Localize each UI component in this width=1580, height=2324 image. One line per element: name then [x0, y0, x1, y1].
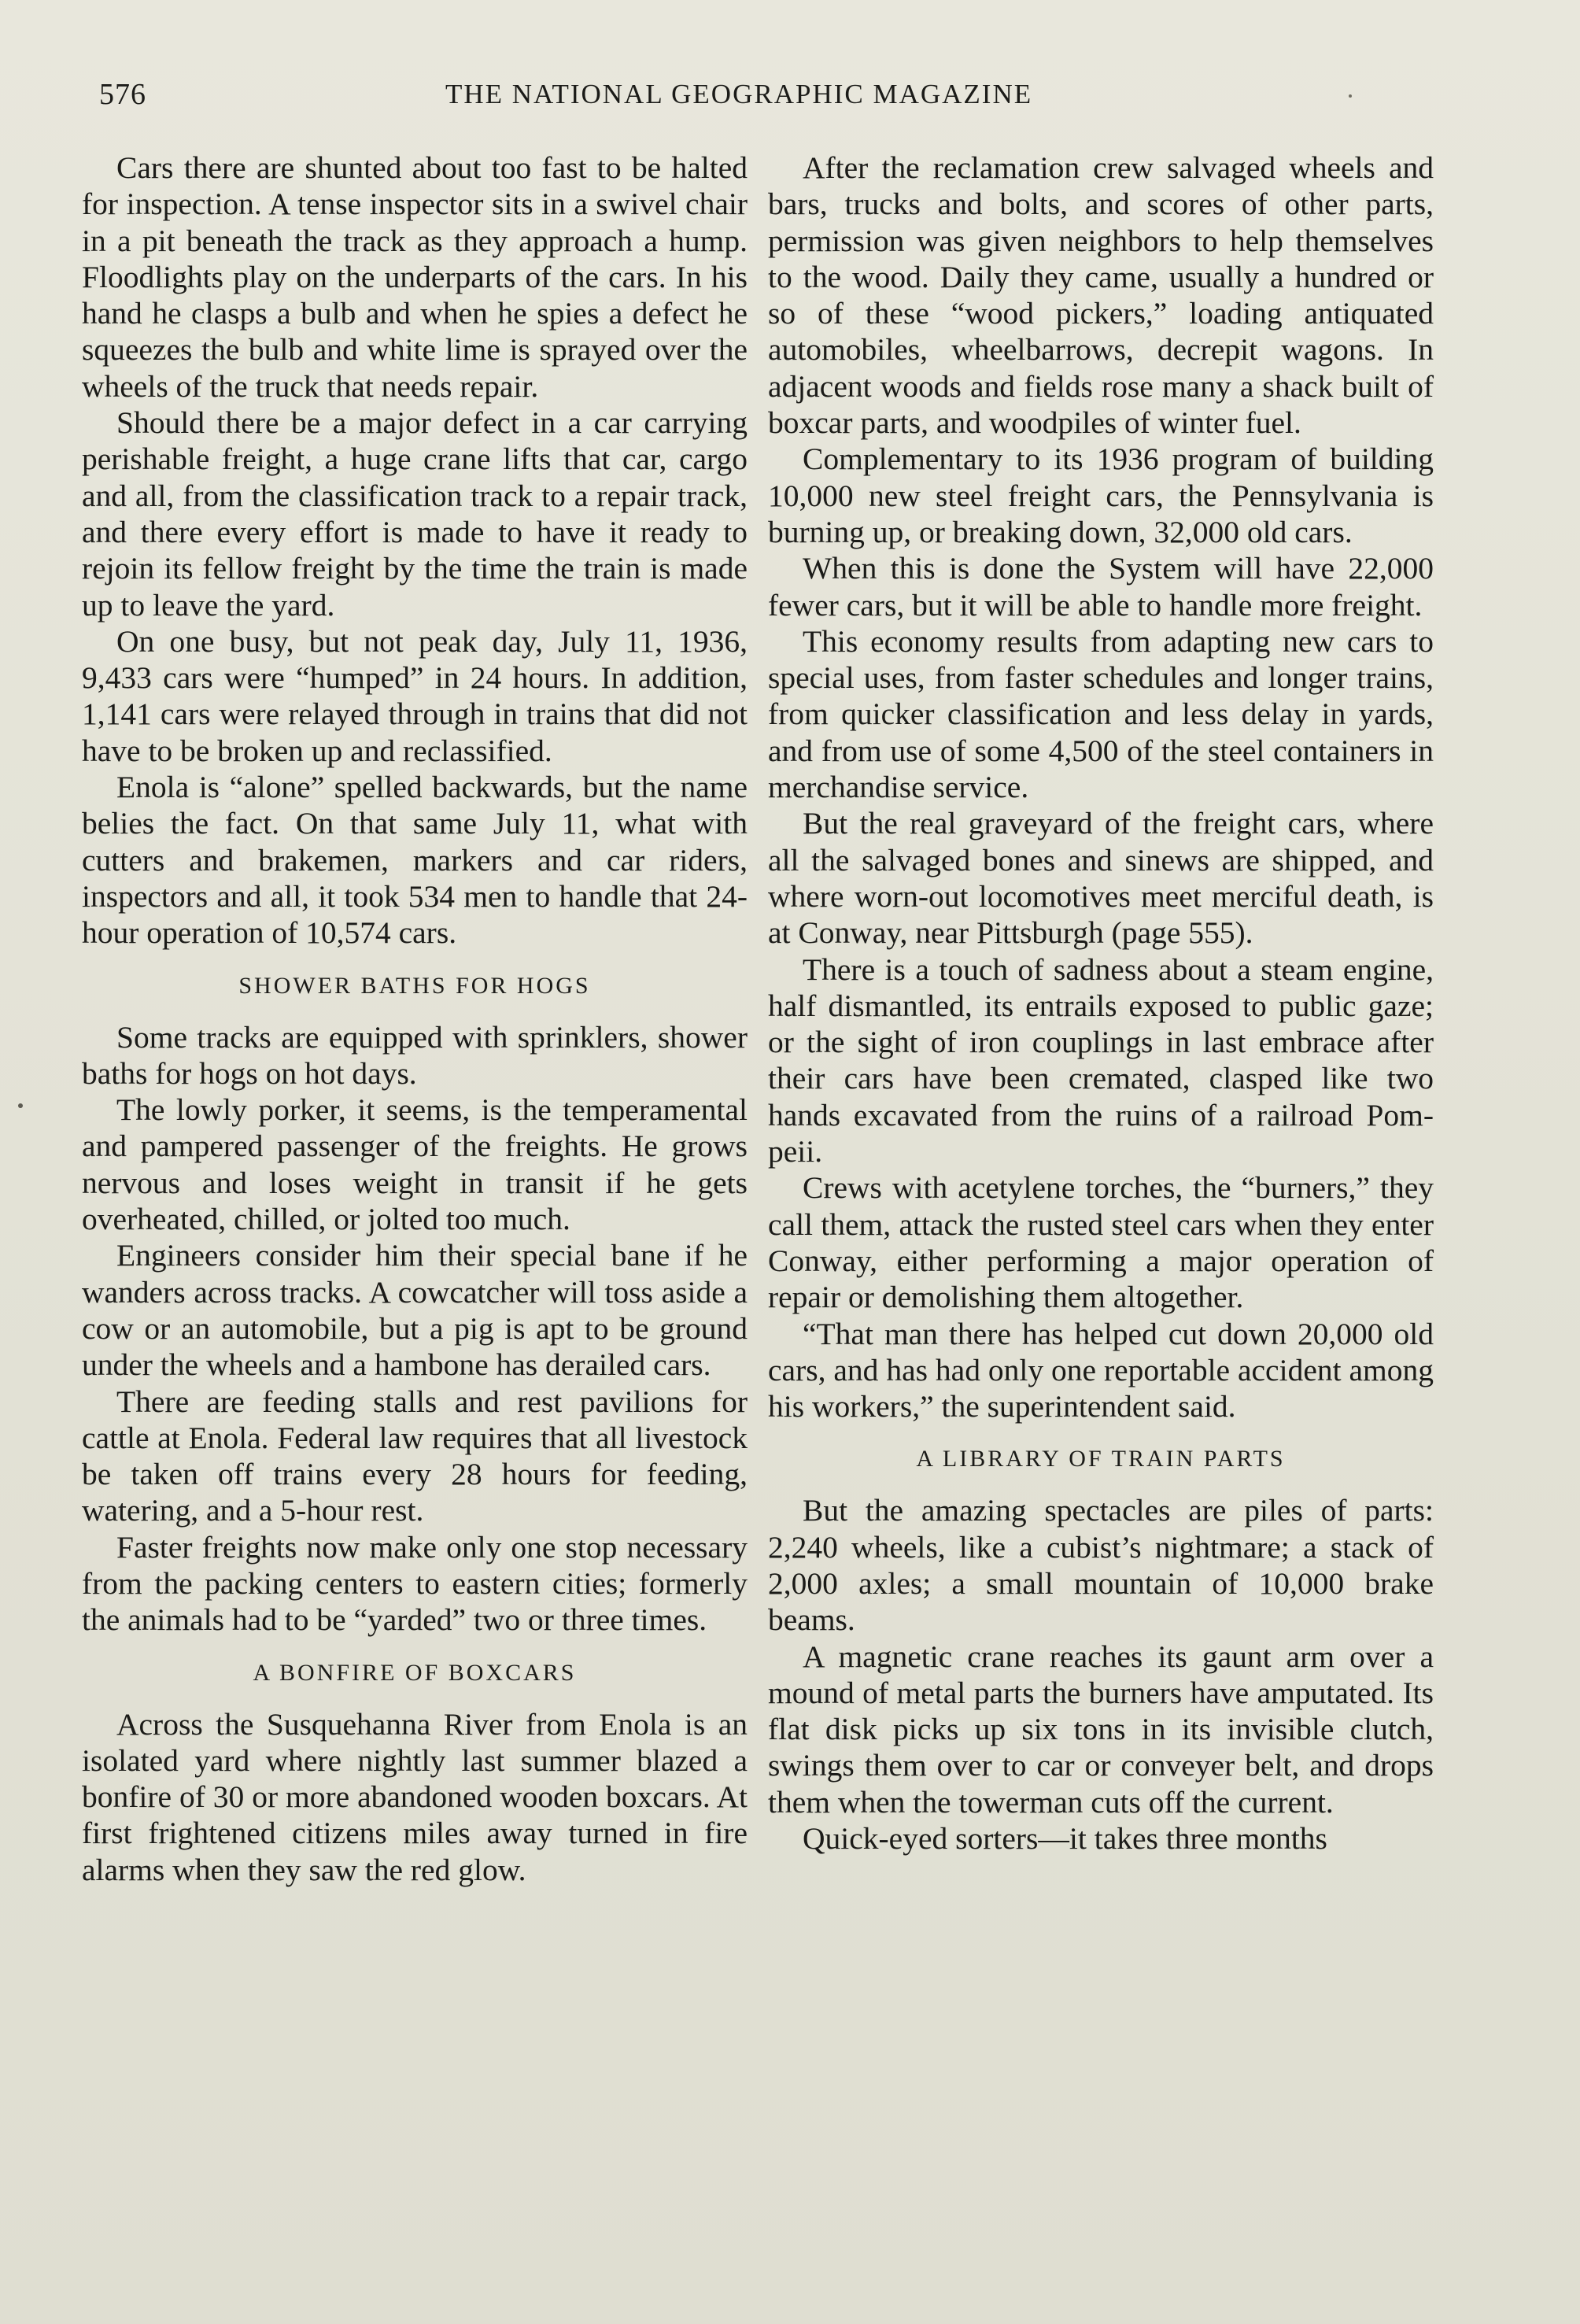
- paragraph: Quick-eyed sorters—it takes three months: [803, 1821, 1327, 1857]
- paragraph: A magnetic crane reaches its gaunt arm over a mound of metal parts the burners have amputated. Its flat disk picks up six tons in its invisible clutch, swings them over to car or conveyer belt, and drops them when the towerman cuts off the current.: [768, 1639, 1434, 1820]
- paragraph: Cars there are shunted about too fast to be halted for inspection. A tense inspector sits in a swivel chair in a pit beneath the track as they approach a hump. Floodlights play on the underparts of the cars. In his hand he clasps a bulb and when he spies a defect he squeezes the bulb and white lime is sprayed over the wheels of the truck that needs repair.: [82, 150, 748, 404]
- paragraph: “That man there has helped cut down 20,000 old cars, and has had only one reportable accident among his workers,” the superintendent said.: [768, 1316, 1434, 1424]
- paragraph: After the reclamation crew salvaged wheels and bars, trucks and bolts, and scores of other parts, permission was given neighbors to help themselves to the wood. Daily they came, usually a hundred or so of these “wood pickers,” loading antiquated automobiles, wheelbarrows, decrepit wagons. In adjacent woods and fields rose many a shack built of boxcar parts, and woodpiles of winter fuel.: [768, 150, 1434, 441]
- section-heading: A BONFIRE OF BOXCARS: [253, 1659, 577, 1686]
- section-heading: SHOWER BATHS FOR HOGS: [238, 972, 591, 999]
- running-head: [99, 77, 1445, 124]
- page-number: 576: [99, 78, 146, 111]
- paragraph: Enola is “alone” spelled backwards, but the name belies the fact. On that same July 11, what with cutters and brakemen, markers and car riders, inspectors and all, it took 534 men to handle that 24-hour operation of 10,574 cars.: [82, 770, 748, 951]
- paragraph: Some tracks are equipped with sprinklers, shower baths for hogs on hot days.: [82, 1019, 748, 1091]
- paragraph: Crews with acetylene torches, the “burners,” they call them, attack the rusted steel cars when they enter Conway, either performing a major operation of repair or demolishing them altogether.: [768, 1170, 1434, 1315]
- paragraph: There are feeding stalls and rest pavilions for cattle at Enola. Federal law requires that all livestock be taken off trains every 28 hours for feeding, watering, and a 5-hour rest.: [82, 1384, 748, 1528]
- paragraph: Engineers consider him their special bane if he wanders across tracks. A cowcatcher will toss aside a cow or an automobile, but a pig is apt to be ground under the wheels and a hambone has derailed cars.: [82, 1238, 748, 1383]
- paper-speck: [18, 1103, 23, 1108]
- paragraph: Complementary to its 1936 program of building 10,000 new steel freight cars, the Pennsylvania is burning up, or breaking down, 32,000 old cars.: [768, 442, 1434, 549]
- paragraph: Faster freights now make only one stop necessary from the packing centers to eastern cities; formerly the animals had to be “yarded” two or three times.: [82, 1529, 748, 1638]
- section-heading: A LIBRARY OF TRAIN PARTS: [916, 1446, 1286, 1472]
- paragraph: When this is done the System will have 22,000 fewer cars, but it will be able to handle more freight.: [768, 551, 1434, 623]
- paragraph: Across the Susquehanna River from Enola is an isolated yard where nightly last summer blazed a bonfire of 30 or more abandoned wooden boxcars. At first frightened citizens miles away turned in fire alarms when they saw the red glow.: [82, 1706, 748, 1887]
- paragraph: The lowly porker, it seems, is the temperamental and pampered passenger of the freights. He grows nervous and loses weight in transit if he gets overheated, chilled, or jolted too much.: [82, 1092, 748, 1237]
- paragraph: There is a touch of sadness about a steam engine, half dismantled, its entrails exposed to public gaze; or the sight of iron couplings in last embrace after their cars have been cremated, clasped like two hands excavated from the ruins of a railroad Pompeii.: [768, 951, 1434, 1169]
- paragraph: On one busy, but not peak day, July 11, 1936, 9,433 cars were “humped” in 24 hours. In addition, 1,141 cars were relayed through in trains that did not have to be broken up and reclassified.: [82, 623, 748, 768]
- right-column: [768, 150, 1434, 1857]
- paragraph: But the real graveyard of the freight cars, where all the salvaged bones and sinews are shipped, and where worn-out locomotives meet merciful death, is at Conway, near Pittsburgh (page 555).: [768, 806, 1434, 951]
- magazine-title: THE NATIONAL GEOGRAPHIC MAGAZINE: [445, 79, 1033, 109]
- left-column: [82, 150, 748, 1888]
- paragraph: Should there be a major defect in a car carrying perishable freight, a huge crane lifts that car, cargo and all, from the classification track to a repair track, and there every effort is made to have it ready to rejoin its fellow freight by the time the train is made up to leave the yard.: [82, 405, 748, 623]
- paragraph: But the amazing spectacles are piles of parts: 2,240 wheels, like a cubist’s nightmare; a stack of 2,000 axles; a small mountain of 10,000 brake beams.: [768, 1493, 1434, 1638]
- paragraph: This economy results from adapting new cars to special uses, from faster schedules and longer trains, from quicker classification and less delay in yards, and from use of some 4,500 of the steel containers in merchandise service.: [768, 623, 1434, 805]
